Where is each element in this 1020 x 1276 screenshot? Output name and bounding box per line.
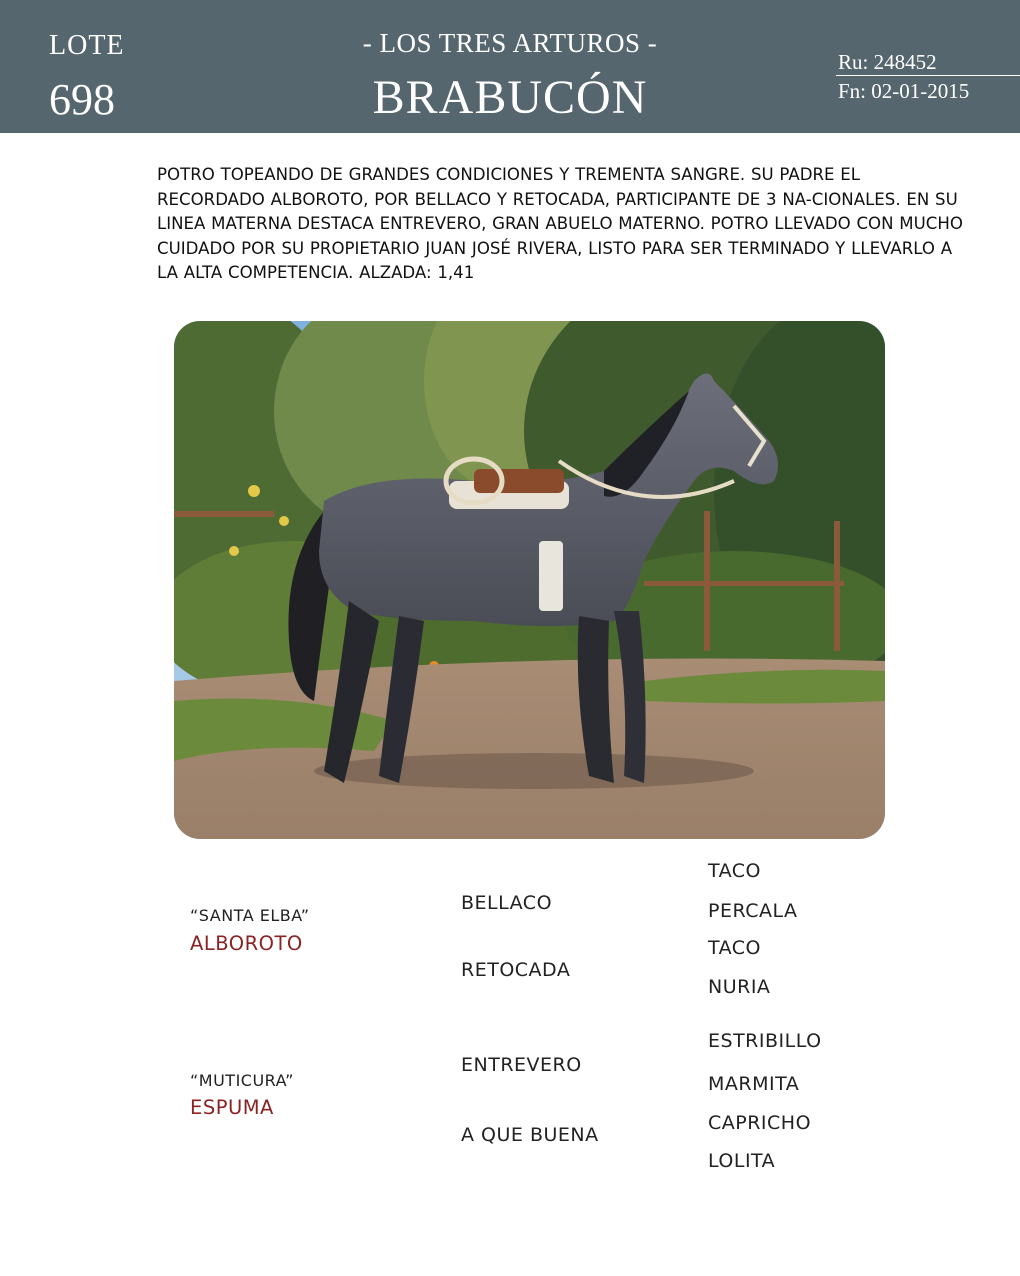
birth-date: Fn: 02-01-2015 — [838, 79, 970, 103]
horse-photo — [174, 321, 885, 839]
gen3-ancestor: CAPRICHO — [708, 1112, 812, 1134]
header-banner — [0, 0, 1020, 133]
lote-label: LOTE — [49, 30, 125, 61]
dam-breeder: “MUTICURA” — [190, 1071, 294, 1090]
sire-dam: RETOCADA — [461, 959, 571, 981]
gen3-ancestor: TACO — [708, 860, 762, 882]
dam-sire: ENTREVERO — [461, 1054, 582, 1076]
gen3-ancestor: LOLITA — [708, 1150, 776, 1172]
farm-name: - LOS TRES ARTUROS - — [362, 28, 658, 58]
gen3-ancestor: NURIA — [708, 976, 771, 998]
sire-sire: BELLACO — [461, 892, 553, 914]
sire-breeder: “SANTA ELBA” — [190, 906, 310, 925]
gen3-ancestor: ESTRIBILLO — [708, 1030, 822, 1052]
sire-name: ALBOROTO — [190, 932, 303, 955]
registry-number: Ru: 248452 — [838, 50, 937, 74]
horse-name: BRABUCÓN — [372, 71, 648, 124]
dam-dam: A QUE BUENA — [461, 1124, 599, 1146]
horse-description: POTRO TOPEANDO DE GRANDES CONDICIONES Y TREMENTA SANGRE. SU PADRE EL RECORDADO ALBOROTO, POR BELLACO Y RETOCADA, PARTICIPANTE DE 3 NA-CIONALES. EN SU LINEA MATERNA DESTACA ENTREVERO, GRAN ABUELO MATERNO. POTRO LLEVADO CON MUCHO CUIDADO POR SU PROPIETARIO JUAN JOSÉ RIVERA, LISTO PARA SER TERMINADO Y LLEVARLO A LA ALTA COMPETENCIA. ALZADA: 1,41 — [157, 165, 963, 282]
registry-divider — [836, 75, 1020, 76]
gen3-ancestor: MARMITA — [708, 1073, 800, 1095]
registry-info — [838, 48, 969, 106]
horse-illustration — [174, 321, 885, 839]
dam-name: ESPUMA — [190, 1096, 274, 1119]
gen3-ancestor: PERCALA — [708, 900, 798, 922]
gen3-ancestor: TACO — [708, 937, 762, 959]
lote-number: 698 — [49, 75, 115, 124]
